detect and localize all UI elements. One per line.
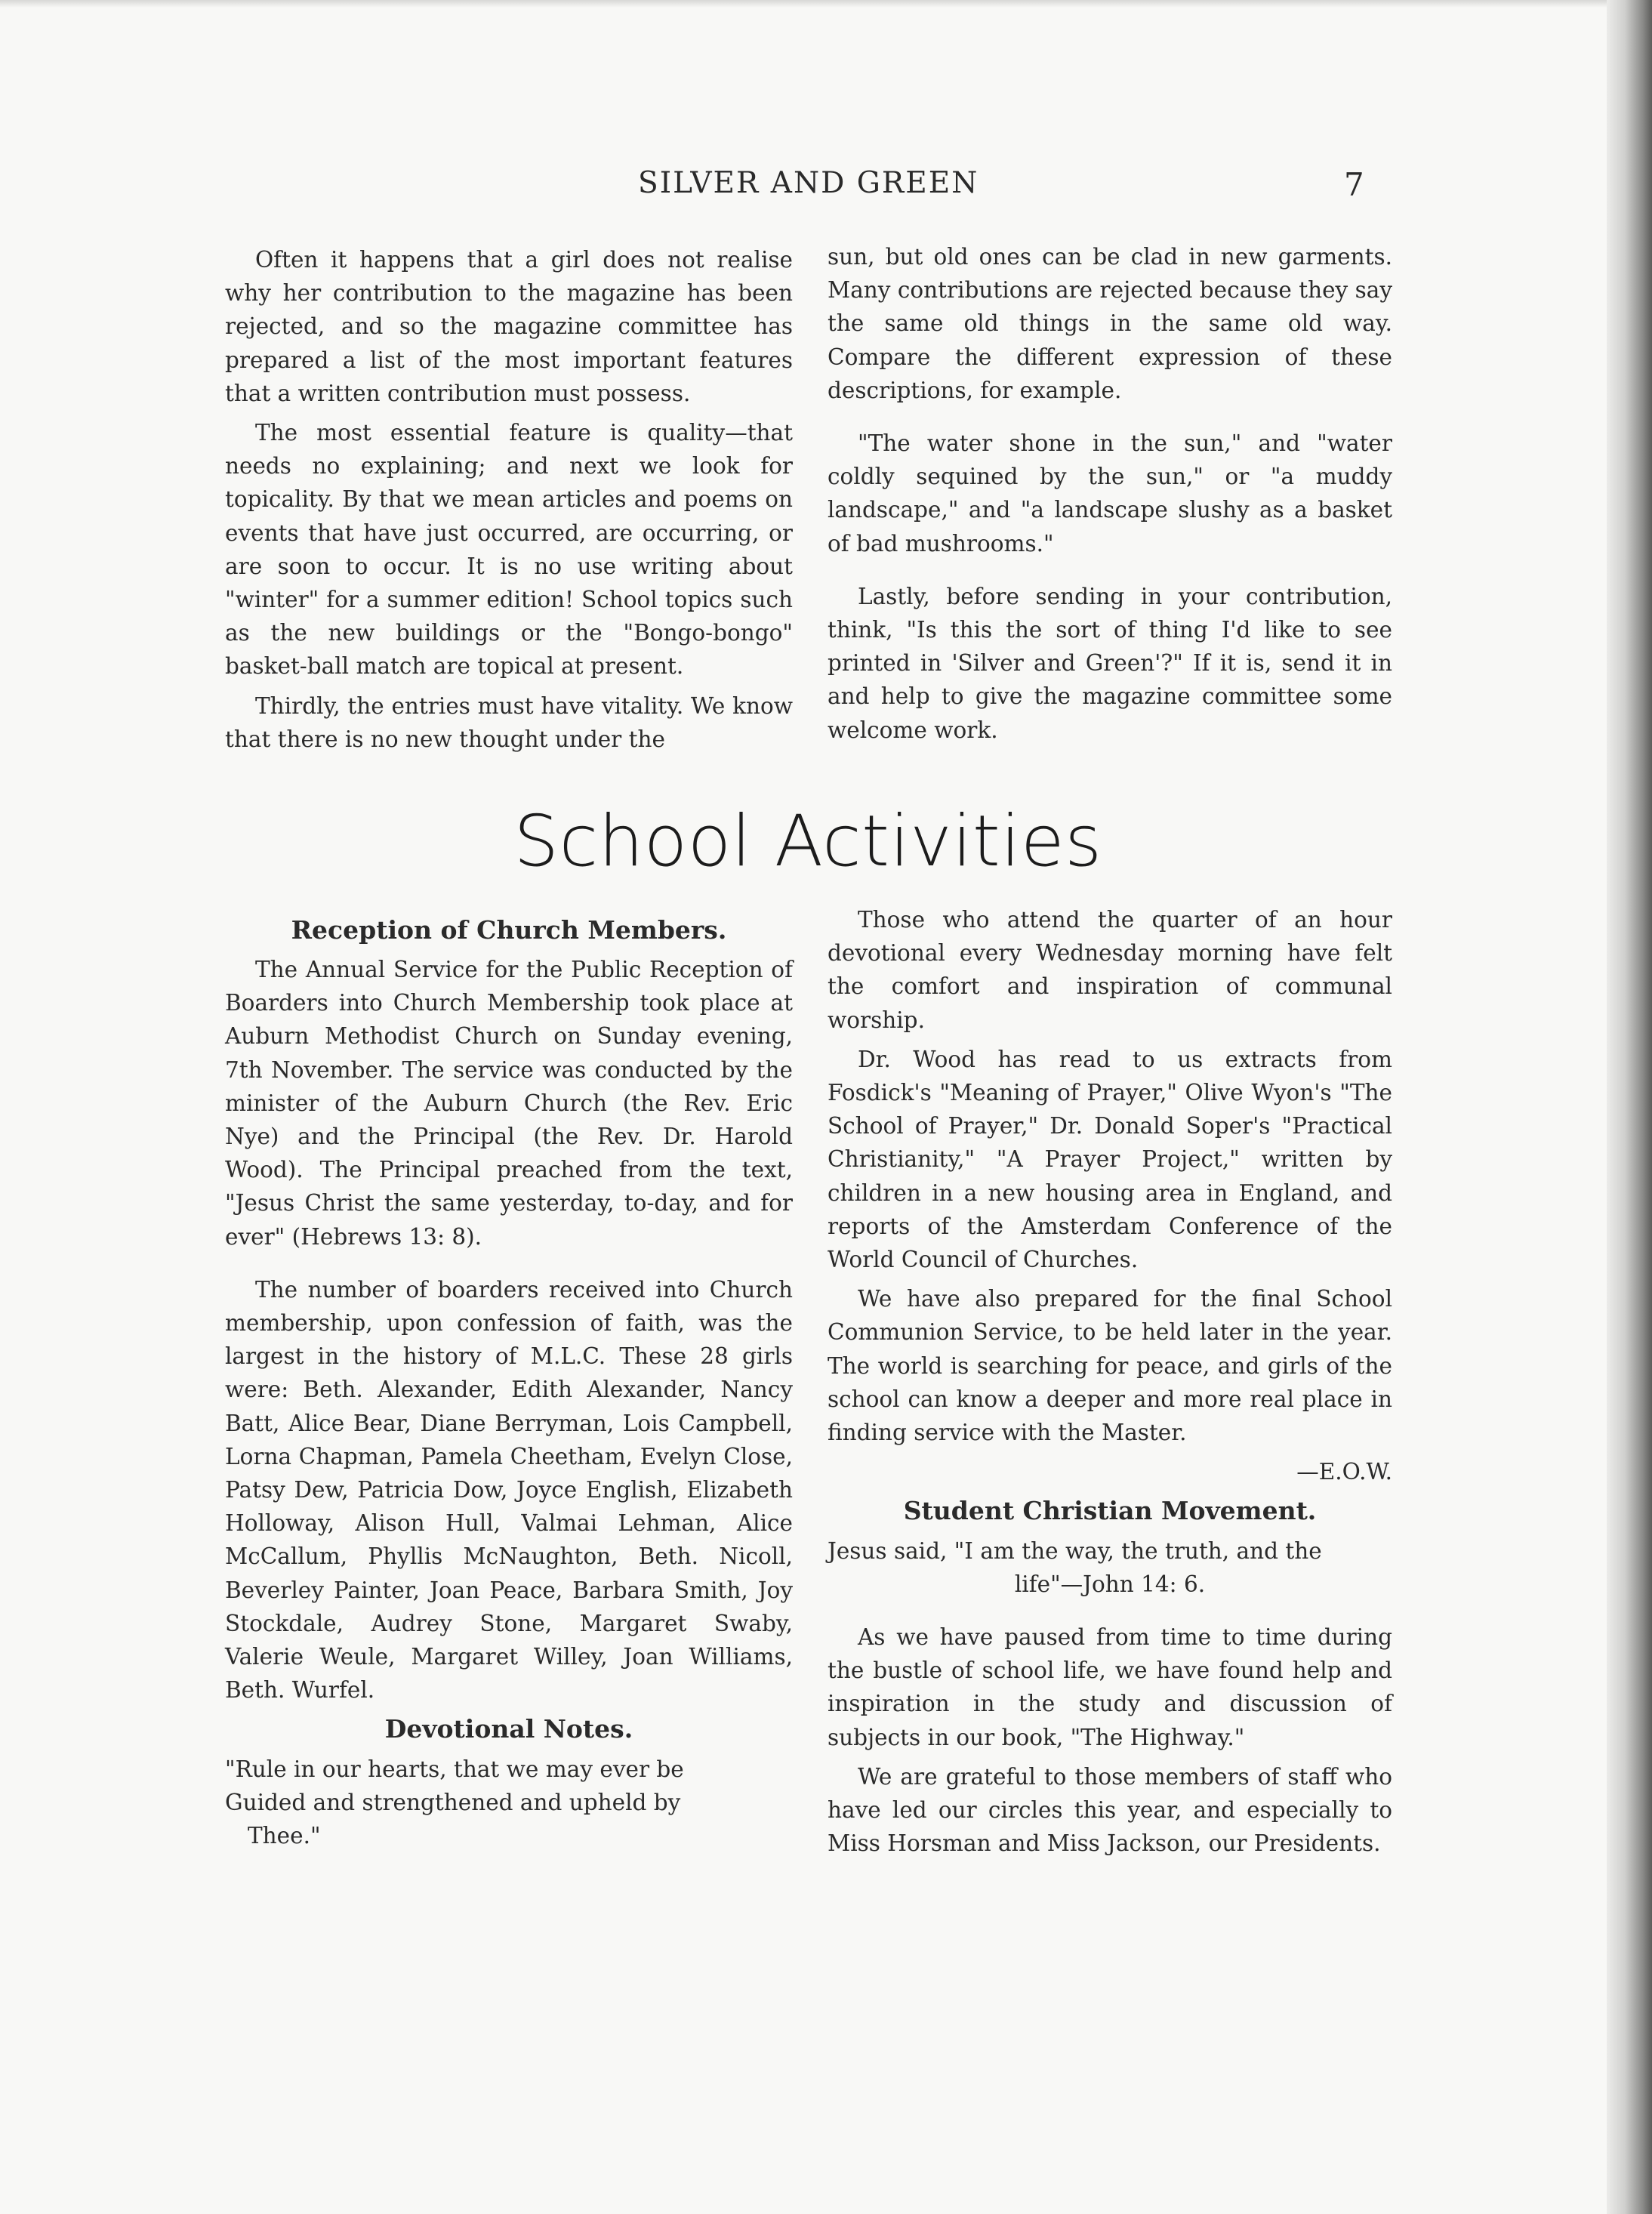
intro-paragraph: "The water shone in the sun," and "water coldly sequined by the sun," or "a muddy landscape," and "a landscape slushy as a basket of bad mushrooms." bbox=[828, 430, 1392, 557]
devotional-heading: Devotional Notes. bbox=[384, 1714, 633, 1744]
intro-column-left bbox=[225, 243, 793, 762]
activities-column-left bbox=[225, 953, 793, 1852]
devotional-paragraph: Dr. Wood has read to us extracts from Fosdick's "Meaning of Prayer," Olive Wyon's "The School of Prayer," Dr. Donald Soper's "Practical Christianity," "A Prayer Project," written by children in a new housing area in England, and reports of the Amsterdam Conference of the World Council of Churches. bbox=[828, 1046, 1392, 1273]
devotional-verse bbox=[225, 1753, 793, 1853]
scm-quote-line: Jesus said, "I am the way, the truth, and the bbox=[828, 1537, 1322, 1564]
publication-title: SILVER AND GREEN bbox=[638, 166, 979, 200]
page-top-edge bbox=[0, 0, 1652, 8]
running-header bbox=[0, 166, 1652, 211]
intro-column-right bbox=[828, 240, 1392, 753]
reception-paragraph: The number of boarders received into Church membership, upon confession of faith, was the largest in the history of M.L.C. These 28 girls were: Beth. Alexander, Edith Alexander, Nancy Batt, Alice Bear, Diane Berryman, Lois Campbell, Lorna Chapman, Pamela Cheetham, Evelyn Close, Patsy Dew, Patricia Dow, Joyce English, Elizabeth Holloway, Alison Hull, Valmai Lehman, Alice McCallum, Phyllis McNaughton, Beth. Nicoll, Beverley Painter, Joan Peace, Barbara Smith, Joy Stockdale, Audrey Stone, Margaret Swaby, Valerie Weule, Margaret Willey, Joan Williams, Beth. Wurfel. bbox=[225, 1276, 793, 1704]
scm-quote-line: life"—John 14: 6. bbox=[1014, 1571, 1206, 1597]
devotional-paragraph: We have also prepared for the final School Communion Service, to be held later in the year. The world is searching for peace, and girls of the school can know a deeper and more real place in finding service with the Master. bbox=[828, 1286, 1392, 1446]
verse-line: "Rule in our hearts, that we may ever be bbox=[225, 1756, 684, 1782]
verse-line: Guided and strengthened and upheld by bbox=[225, 1789, 681, 1815]
reception-heading: Reception of Church Members. bbox=[291, 915, 727, 945]
activities-column-right bbox=[828, 903, 1392, 1866]
devotional-paragraph: Those who attend the quarter of an hour devotional every Wednesday morning have felt the comfort and inspiration of communal worship. bbox=[828, 907, 1392, 1033]
intro-paragraph: The most essential feature is quality—that needs no explaining; and next we look for topicality. By that we mean articles and poems on events that have just occurred, are occurring, or are soon to occur. It is no use writing about "winter" for a summer edition! School topics such as the new buildings or the "Bongo-bongo" basket-ball match are topical at present. bbox=[225, 420, 793, 680]
section-title: School Activities bbox=[513, 800, 1102, 883]
intro-paragraph: Thirdly, the entries must have vitality. We know that there is no new thought under the bbox=[225, 692, 793, 752]
scm-heading: Student Christian Movement. bbox=[903, 1496, 1317, 1526]
verse-line: Thee." bbox=[248, 1823, 321, 1849]
signature: —E.O.W. bbox=[1296, 1459, 1392, 1485]
reception-paragraph: The Annual Service for the Public Reception of Boarders into Church Membership took place at Auburn Methodist Church on Sunday evening, 7th November. The service was conducted by the minister of the Auburn Church (the Rev. Eric Nye) and the Principal (the Rev. Dr. Harold Wood). The Principal preached from the text, "Jesus Christ the same yesterday, to-day, and for ever" (Hebrews 13: 8). bbox=[225, 957, 793, 1250]
intro-continuation: sun, but old ones can be clad in new garments. Many contributions are rejected because they say the same old things in the same old way. Compare the different expression of these descriptions, for example. bbox=[828, 244, 1392, 403]
page-number: 7 bbox=[1344, 166, 1364, 203]
scm-paragraph: As we have paused from time to time during the bustle of school life, we have found help and inspiration in the study and discussion of subjects in our book, "The Highway." bbox=[828, 1624, 1392, 1750]
reception-heading-wrap bbox=[225, 914, 793, 953]
page-binding-edge bbox=[1607, 0, 1652, 2214]
scm-paragraph: We are grateful to those members of staff who have led our circles this year, and especially to Miss Horsman and Miss Jackson, our Presidents. bbox=[828, 1763, 1392, 1857]
intro-paragraph: Often it happens that a girl does not realise why her contribution to the magazine has been rejected, and so the magazine committee has prepared a list of the most important features that a written contribution must possess. bbox=[225, 247, 793, 406]
intro-paragraph: Lastly, before sending in your contribution, think, "Is this the sort of thing I'd like to see printed in 'Silver and Green'?" If it is, send it in and help to give the magazine committee some welcome work. bbox=[828, 583, 1392, 743]
